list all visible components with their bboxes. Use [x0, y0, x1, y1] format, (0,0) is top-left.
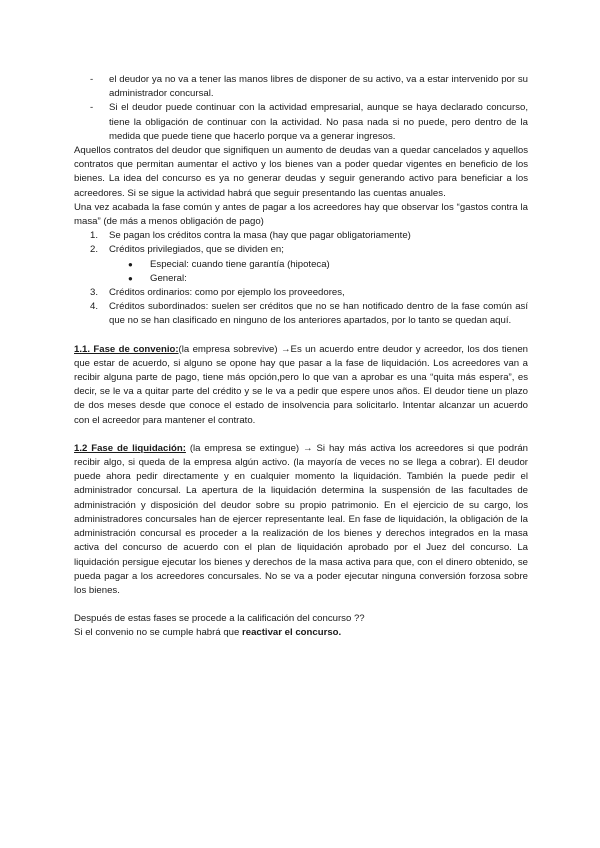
document-body [74, 73, 528, 641]
bullet-marker: ● [128, 273, 133, 283]
dash-item-text: Si el deudor puede continuar con la actividad empresarial, aunque se haya declarado concurso, tiene la obligación de continuar con la actividad. No pasa nada si no puede, pero dentro de la medida que puede tiene que hacerlo porque va a generar ingresos. [109, 102, 528, 142]
ordered-item-number: 3. [90, 287, 99, 299]
ordered-item-4 [74, 300, 528, 328]
ordered-item-number: 2. [90, 244, 99, 256]
ordered-item-text: Créditos privilegiados, que se dividen en; [109, 244, 284, 256]
closing-line-1: Después de estas fases se procede a la calificación del concurso ?? [74, 613, 365, 625]
ordered-item-text: Créditos ordinarios: como por ejemplo los proveedores, [109, 287, 345, 299]
ordered-item-text: Créditos subordinados: suelen ser créditos que no se han notificado dentro de la fase común así que no se han clasificado en ninguno de los anteriores apartados, por lo tanto se quedan aquí. [109, 301, 528, 327]
dash-marker: - [90, 102, 94, 114]
paragraph-contracts: Aquellos contratos del deudor que signifiquen un aumento de deudas van a quedar cancelados y aquellos contratos que permitan aumentar el activo y los bienes van a poder quedar vigentes en beneficio de los bienes. La idea del concurso es ya no generar deudas y seguir generando activo para beneficiar a los acreedores. Si se sigue la actividad habrá que seguir presentando las cuentas anuales. [74, 145, 528, 199]
spacer [74, 329, 528, 343]
closing-line-2-bold: reactivar el concurso. [242, 627, 342, 639]
paragraph-gastos: Una vez acabada la fase común y antes de pagar a los acreedores hay que observar los “gastos contra la masa” (de más a menos obligación de pago) [74, 201, 528, 228]
bullet-item-general [74, 272, 528, 286]
ordered-item-number: 4. [90, 301, 99, 313]
bullet-item-especial [74, 258, 528, 272]
spacer [74, 428, 528, 442]
bullet-item-text: Especial: cuando tiene garantía (hipoteca) [150, 258, 330, 270]
ordered-item-text: Se pagan los créditos contra la masa (hay que pagar obligatoriamente) [109, 230, 411, 242]
section-liquidacion-heading: 1.2 Fase de liquidación: [74, 442, 186, 454]
bullet-item-text: General: [150, 272, 187, 284]
ordered-item-number: 1. [90, 230, 99, 242]
section-convenio-heading: 1.1. Fase de convenio: [74, 343, 179, 355]
dash-list-item [74, 73, 528, 101]
dash-item-text: el deudor ya no va a tener las manos libres de disponer de su activo, va a estar intervenido por su administrador concursal. [109, 74, 528, 100]
section-liquidacion-text: (la empresa se extingue) → Si hay más activa los acreedores si que podrán recibir algo, si queda de la empresa algún activo. (la mayoría de veces no se llega a cobrar). El deudor puede ahora pedir directamente y en cualquier momento la liquidación. También la puede pedir el administrador concursal. La apertura de la liquidación determina la suspensión de las facultades de administración y disposición del deudor sobre su propio patrimonio. En el ejercicio de su cargo, los administradores concursales han de ejercer representante leal. En fase de liquidación, la obligación de la administración concursal es proceder a la realización de los bienes y derechos integrados en la masa activa del concurso de acuerdo con el plan de liquidación aprobado por el Juez del concurso. La liquidación persigue ejecutar los bienes y derechos de la masa activa para que, con el dinero obtenido, se pueda pagar a los acreedores concursales. No se va a poder ejecutar ninguna conversión forzosa sobre los bienes. [74, 442, 528, 596]
ordered-item-1 [74, 229, 528, 243]
closing-line-2-text: Si el convenio no se cumple habrá que [74, 627, 242, 639]
closing-line-2 [74, 626, 528, 640]
bullet-marker: ● [128, 259, 133, 269]
dash-marker: - [90, 74, 94, 85]
section-convenio [74, 343, 528, 428]
ordered-item-3 [74, 286, 528, 300]
section-liquidacion [74, 442, 528, 598]
ordered-item-2 [74, 243, 528, 257]
spacer [74, 598, 528, 612]
dash-list-item [74, 101, 528, 144]
section-convenio-text: (la empresa sobrevive) →Es un acuerdo entre deudor y acreedor, los dos tienen que estar de acuerdo, si alguno se opone hay que pasar a la fase de liquidación. Los acreedores van a recibir alguna parte de pago, tiene más opción,pero lo que van a aprobar es una “quita más espera”, es decir, se le va a quitar parte del crédito y se le va a pedir que espere unos años. El deudor tiene un plazo de dos meses desde que conoce el estado de insolvencia para solicitarlo. Intentar alcanzar un acuerdo con el acreedor para mantener el contrato. [74, 343, 528, 426]
